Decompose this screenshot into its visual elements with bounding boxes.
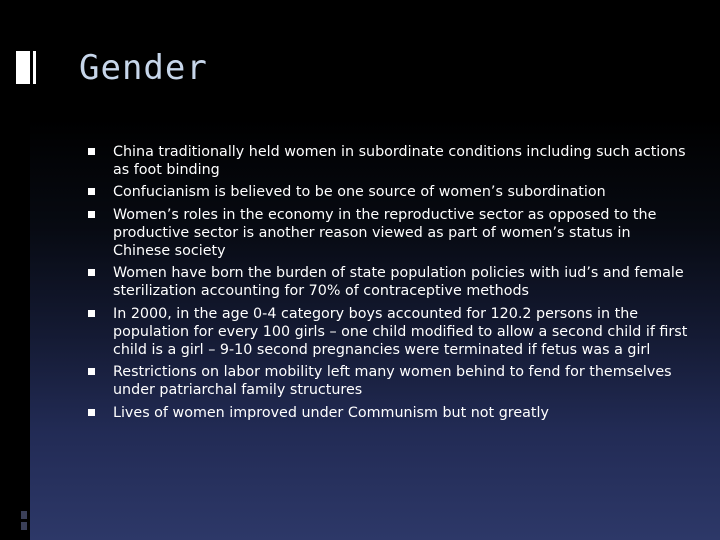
bullet-text: In 2000, in the age 0-4 category boys accounted for 120.2 persons in the population for every 100 girls – one child modified to allow a second child if first child is a girl – 9-10 second pregnancies were terminated if fetus was a girl [113,305,688,359]
bullet-text: Women have born the burden of state population policies with iud’s and female sterilization accounting for 70% of contraceptive methods [113,265,684,300]
square-bullet-icon [88,409,95,416]
title-accent-bar [16,51,30,84]
square-bullet-icon [88,310,95,317]
title-accent-bar-thin [33,51,36,84]
bullet-text: Lives of women improved under Communism but not greatly [113,404,549,421]
bullet-text: Restrictions on labor mobility left many women behind to fend for themselves under patriarchal family structures [113,364,672,399]
bullet-text: Confucianism is believed to be one source of women’s subordination [113,184,606,201]
square-bullet-icon [88,211,95,218]
corner-decoration [21,522,27,530]
bullet-text: Women’s roles in the economy in the reproductive sector as opposed to the productive sector is another reason viewed as part of women’s status in Chinese society [113,206,657,260]
square-bullet-icon [88,269,95,276]
square-bullet-icon [88,188,95,195]
bullet-item [88,143,688,179]
bullet-item [88,363,688,399]
bullet-text: China traditionally held women in subordinate conditions including such actions as foot binding [113,144,686,179]
square-bullet-icon [88,368,95,375]
square-bullet-icon [88,148,95,155]
corner-decoration [21,511,27,519]
bullet-item [88,305,688,360]
slide-title: Gender [79,48,208,88]
bullet-item [88,183,688,201]
bullet-list [88,143,688,426]
bullet-item [88,264,688,300]
bullet-item [88,404,688,422]
bullet-item [88,206,688,261]
